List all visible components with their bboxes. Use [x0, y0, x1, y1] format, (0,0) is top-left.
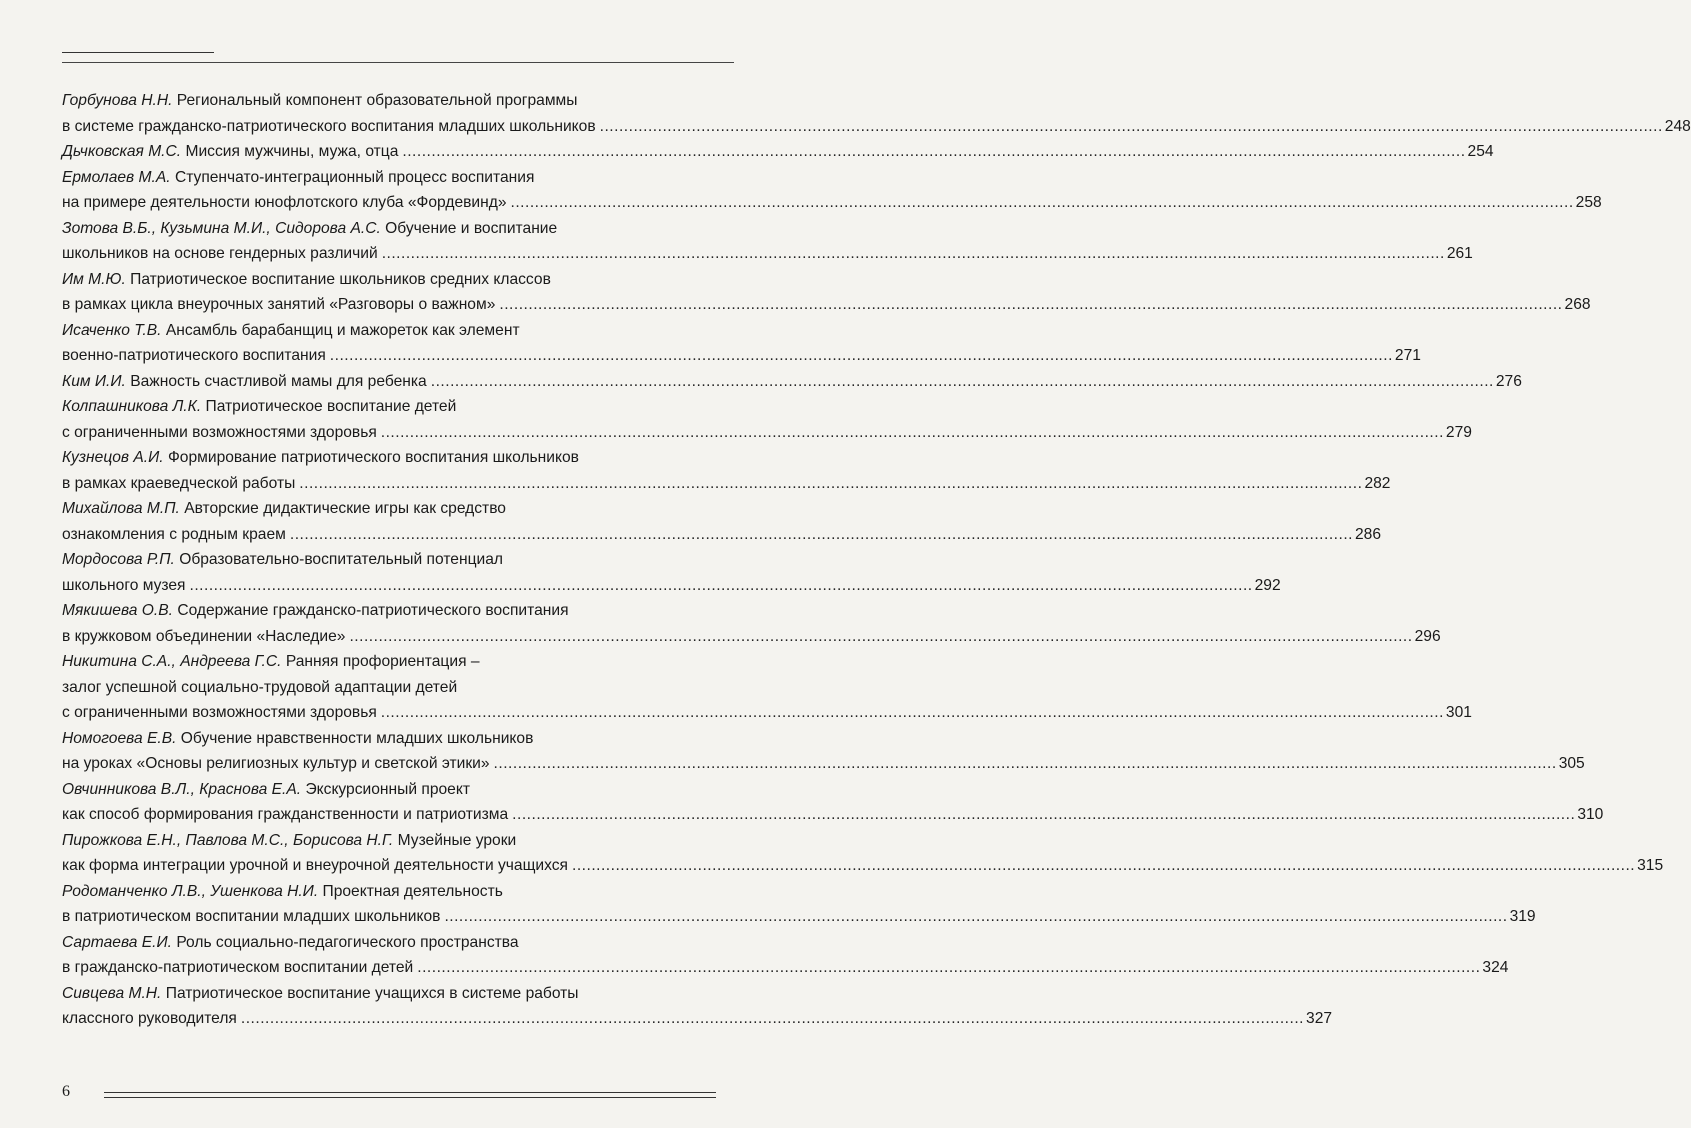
toc-line-text: [62, 551, 503, 568]
toc-line: [62, 471, 1391, 497]
toc-title: Ступенчато-интеграционный процесс воспитания: [174, 168, 535, 186]
toc-entry: [62, 930, 1509, 981]
toc-title: Региональный компонент образовательной программы: [176, 92, 578, 109]
toc-line: [62, 343, 1421, 369]
toc-line: [62, 879, 710, 905]
toc-entry: [62, 139, 1494, 165]
toc-page-number: 248: [1664, 117, 1691, 135]
toc-author: Родоманченко Л.В., Ушенкова Н.И.: [62, 882, 319, 900]
toc-title: Обучение и воспитание: [385, 219, 558, 237]
toc-entry: [62, 165, 1602, 216]
toc-page-number: 282: [1364, 474, 1391, 492]
toc-leader-dots: ............................................................................................................................................................................................................................: [444, 908, 1508, 925]
toc-leader-dots: ............................................................................................................................................................................................................................: [329, 347, 1393, 364]
toc-entry: [62, 496, 1382, 547]
toc-title: как форма интеграции урочной и внеурочной деятельности учащихся: [62, 857, 568, 874]
toc-line: [62, 241, 1473, 267]
toc-title: залог успешной социально-трудовой адаптации детей: [62, 678, 458, 696]
toc-line-text: [62, 1006, 237, 1032]
toc-line-text: [62, 934, 519, 951]
toc-author: Ермолаев М.А.: [62, 168, 171, 186]
toc-line: [62, 216, 710, 242]
header-rule: [62, 62, 734, 63]
toc-leader-dots: ............................................................................................................................................................................................................................: [417, 959, 1481, 976]
toc-title: Экскурсионный проект: [305, 780, 470, 798]
toc-leader-dots: ............................................................................................................................................................................................................................: [402, 143, 1466, 160]
toc-line: [62, 114, 1691, 140]
toc-line: [62, 318, 710, 344]
toc-line-text: [62, 398, 456, 415]
toc-line: [62, 445, 710, 471]
toc-author: Исаченко Т.В.: [62, 321, 162, 339]
toc-line: [62, 369, 1522, 395]
toc-line: [62, 930, 710, 956]
toc-line-text: [62, 802, 508, 828]
toc-page-number: 261: [1446, 245, 1473, 262]
toc-page-number: 324: [1482, 959, 1509, 976]
toc-line: [62, 394, 710, 420]
toc-line-text: [62, 955, 413, 981]
toc-entry: [62, 394, 1472, 445]
toc-line: [62, 190, 1602, 216]
toc-leader-dots: ............................................................................................................................................................................................................................: [380, 704, 1444, 721]
toc-line-text: [62, 471, 295, 497]
toc-line-text: [62, 220, 557, 237]
toc-line-text: [62, 522, 286, 548]
toc-leader-dots: ............................................................................................................................................................................................................................: [499, 296, 1563, 313]
toc-leader-dots: ............................................................................................................................................................................................................................: [571, 857, 1636, 874]
toc-page-number: 327: [1306, 1010, 1333, 1027]
toc-leader-dots: ............................................................................................................................................................................................................................: [599, 117, 1663, 135]
toc-page-number: 319: [1509, 908, 1536, 925]
toc-line: [62, 139, 1494, 165]
toc-entry: [62, 88, 1691, 139]
toc-title: классного руководителя: [62, 1010, 237, 1027]
footer-rule-top: [104, 1092, 716, 1093]
toc-title: на примере деятельности юнофлотского клуба «Фордевинд»: [62, 194, 507, 211]
toc-line: [62, 904, 1536, 930]
toc-entry: [62, 445, 1391, 496]
toc-line: [62, 598, 710, 624]
toc-leader-dots: ............................................................................................................................................................................................................................: [510, 194, 1574, 211]
toc-line: [62, 573, 1281, 599]
toc-leader-dots: ............................................................................................................................................................................................................................: [349, 627, 1413, 645]
toc-line-text: [62, 985, 579, 1002]
toc-leader-dots: ............................................................................................................................................................................................................................: [189, 576, 1253, 594]
toc-page-number: 271: [1394, 347, 1421, 364]
toc-line-text: [62, 271, 551, 288]
toc-line: [62, 88, 710, 114]
toc-line: [62, 165, 710, 191]
toc-leader-dots: ............................................................................................................................................................................................................................: [381, 245, 1445, 262]
toc-line-text: [62, 730, 533, 747]
toc-line-text: [62, 853, 568, 879]
toc-line: [62, 292, 1591, 318]
toc-title: Авторские дидактические игры как средство: [184, 500, 506, 517]
toc-entry: [62, 318, 1421, 369]
toc-line-text: [62, 679, 457, 696]
toc-entry: [62, 216, 1473, 267]
toc-line: [62, 675, 710, 701]
toc-page-number: 286: [1355, 525, 1382, 543]
toc-leader-dots: ............................................................................................................................................................................................................................: [240, 1010, 1305, 1027]
toc-page-number: 268: [1564, 296, 1591, 313]
toc-line-text: [62, 114, 596, 140]
toc-title: Содержание гражданско-патриотического воспитания: [177, 602, 569, 619]
toc-leader-dots: ............................................................................................................................................................................................................................: [493, 755, 1557, 772]
toc-title: Патриотическое воспитание детей: [205, 398, 457, 415]
toc-title: Важность счастливой мамы для ребенка: [130, 372, 427, 390]
toc-title: Музейные уроки: [397, 831, 517, 849]
toc-page-number: 310: [1577, 806, 1604, 823]
toc-author: Мякишева О.В.: [62, 602, 173, 619]
toc-author: Михайлова М.П.: [62, 500, 180, 517]
toc-entry: [62, 369, 1522, 395]
footer-rule-bottom: [104, 1097, 716, 1098]
toc-line-text: [62, 343, 326, 369]
toc-title: Ранняя профориентация –: [285, 653, 480, 670]
toc-author: Дьчковская М.С.: [62, 143, 182, 160]
toc-author: Сартаева Е.И.: [62, 933, 172, 951]
toc-line: [62, 981, 710, 1007]
toc-line-text: [62, 241, 378, 267]
toc-author: Овчинникова В.Л., Краснова Е.А.: [62, 780, 302, 798]
toc-line: [62, 624, 1441, 650]
toc-line-text: [62, 449, 579, 466]
toc-line: [62, 522, 1382, 548]
toc-line-text: [62, 169, 534, 186]
toc-line: [62, 751, 1585, 777]
toc-entry: [62, 649, 1472, 726]
page-number: 6: [62, 1083, 70, 1100]
toc-line-text: [62, 92, 577, 109]
toc-line-text: [62, 904, 440, 930]
toc-title: Роль социально-педагогического пространства: [176, 933, 519, 951]
toc-line-text: [62, 292, 495, 318]
toc-line-text: [62, 190, 507, 216]
toc-title: в рамках цикла внеурочных занятий «Разговоры о важном»: [62, 296, 496, 313]
toc-line: [62, 777, 710, 803]
toc-entry: [62, 726, 1585, 777]
toc-line: [62, 267, 710, 293]
toc-line: [62, 726, 710, 752]
toc-leader-dots: ............................................................................................................................................................................................................................: [512, 806, 1576, 823]
toc-line-text: [62, 573, 185, 599]
toc-page-number: 254: [1467, 143, 1494, 160]
toc-line: [62, 420, 1472, 446]
toc-entry: [62, 547, 1281, 598]
toc-title: в системе гражданско-патриотического воспитания младших школьников: [62, 117, 596, 135]
toc-page-number: 305: [1558, 755, 1585, 772]
toc-title: как способ формирования гражданственности и патриотизма: [62, 806, 509, 823]
toc-line-text: [62, 832, 516, 849]
toc-title: Обучение нравственности младших школьников: [180, 729, 534, 747]
toc-page-number: 315: [1637, 857, 1664, 874]
toc-title: Миссия мужчины, мужа, отца: [185, 143, 399, 160]
toc-line: [62, 496, 710, 522]
toc-title: в кружковом объединении «Наследие»: [62, 627, 346, 645]
toc-title: в гражданско-патриотическом воспитании детей: [62, 959, 414, 976]
toc-line: [62, 547, 710, 573]
toc-author: Никитина С.А., Андреева Г.С.: [62, 653, 282, 670]
toc-entry: [62, 267, 1591, 318]
toc-line-text: [62, 139, 398, 165]
toc-author: Мордосова Р.П.: [62, 551, 175, 568]
toc-line: [62, 1006, 1333, 1032]
toc-line: [62, 955, 1509, 981]
toc-author: Горбунова Н.Н.: [62, 92, 173, 109]
toc-line-text: [62, 883, 503, 900]
toc-leader-dots: ............................................................................................................................................................................................................................: [380, 423, 1444, 441]
toc-entry: [62, 879, 1536, 930]
toc-title: школьного музея: [62, 576, 186, 594]
toc-title: Патриотическое воспитание школьников средних классов: [130, 270, 551, 288]
toc-line: [62, 853, 1664, 879]
toc-title: Ансамбль барабанщиц и мажореток как элемент: [165, 321, 520, 339]
toc-line: [62, 802, 1604, 828]
toc-line-text: [62, 624, 345, 650]
toc-author: Номогоева Е.В.: [62, 729, 177, 747]
toc-entry: [62, 777, 1604, 828]
toc-title: Патриотическое воспитание учащихся в системе работы: [165, 984, 579, 1002]
toc-line-text: [62, 322, 520, 339]
toc-title: Формирование патриотического воспитания школьников: [167, 449, 579, 466]
toc-page-number: 279: [1445, 423, 1472, 441]
toc-line: [62, 700, 1472, 726]
toc-line-text: [62, 602, 569, 619]
toc-entry: [62, 981, 1333, 1032]
toc-page-number: 296: [1414, 627, 1441, 645]
toc-line: [62, 828, 710, 854]
toc-leader-dots: ............................................................................................................................................................................................................................: [289, 525, 1353, 543]
header-rule-short: [62, 52, 214, 53]
toc-leader-dots: ............................................................................................................................................................................................................................: [299, 474, 1363, 492]
toc-author: Кузнецов А.И.: [62, 449, 164, 466]
toc-page-number: 301: [1445, 704, 1472, 721]
toc-title: в патриотическом воспитании младших школьников: [62, 908, 441, 925]
toc-author: Колпашникова Л.К.: [62, 398, 202, 415]
toc-line-text: [62, 751, 490, 777]
toc-line-text: [62, 369, 427, 395]
toc-page-number: 276: [1495, 372, 1522, 390]
toc-line-text: [62, 653, 480, 670]
table-of-contents: [62, 88, 1691, 1032]
toc-author: Зотова В.Б., Кузьмина М.И., Сидорова А.С.: [62, 219, 381, 237]
toc-line-text: [62, 700, 377, 726]
toc-author: Сивцева М.Н.: [62, 984, 162, 1002]
toc-entry: [62, 828, 1664, 879]
toc-page-number: 292: [1254, 576, 1281, 594]
toc-title: с ограниченными возможностями здоровья: [62, 423, 377, 441]
toc-author: Им М.Ю.: [62, 270, 126, 288]
toc-title: с ограниченными возможностями здоровья: [62, 704, 377, 721]
toc-line-text: [62, 781, 470, 798]
toc-title: Проектная деятельность: [322, 882, 503, 900]
toc-line: [62, 649, 710, 675]
toc-title: на уроках «Основы религиозных культур и светской этики»: [62, 755, 490, 772]
toc-title: ознакомления с родным краем: [62, 525, 286, 543]
toc-page-number: 258: [1575, 194, 1602, 211]
toc-title: Образовательно-воспитательный потенциал: [179, 551, 503, 568]
toc-author: Пирожкова Е.Н., Павлова М.С., Борисова Н.Г.: [62, 831, 394, 849]
toc-line-text: [62, 500, 506, 517]
toc-title: военно-патриотического воспитания: [62, 347, 326, 364]
toc-title: школьников на основе гендерных различий: [62, 245, 378, 262]
toc-line-text: [62, 420, 377, 446]
toc-title: в рамках краеведческой работы: [62, 474, 296, 492]
toc-leader-dots: ............................................................................................................................................................................................................................: [430, 372, 1494, 390]
toc-entry: [62, 598, 1441, 649]
toc-author: Ким И.И.: [62, 372, 126, 390]
